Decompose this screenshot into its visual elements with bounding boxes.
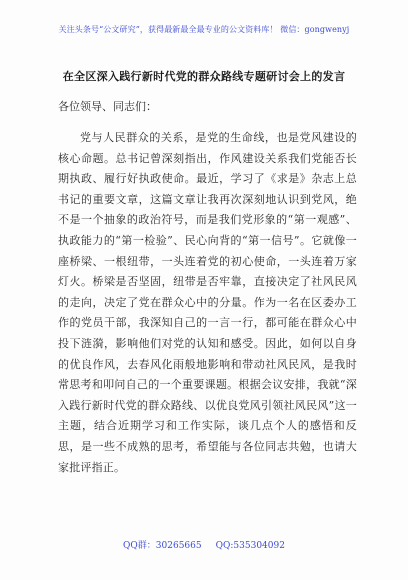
qq-group: QQ群：30265665 [123, 541, 202, 551]
document-title: 在全区深入践行新时代党的群众路线专题研讨会上的发言 [62, 70, 346, 83]
header-banner: 关注头条号“公文研究”，获得最新最全最专业的公文资料库！ 微信：gongwenyj [58, 25, 350, 34]
qq-number: QQ:535304092 [215, 541, 285, 551]
footer-contact [0, 538, 408, 551]
salutation: 各位领导、同志们： [58, 100, 157, 113]
body-paragraph: 党与人民群众的关系，是党的生命线，也是党风建设的核心命题。总书记曾深刻指出，作风建设关系我们党能否长期执政、履行好执政使命。最近，学习了《求是》杂志上总书记的重要文章，这篇文章让我再次深刻地认识到党风，绝不是一个抽象的政治符号，而是我们党形象的“第一观感”、执政能力的“第一检验”、民心向背的“第一信号”。它就像一座桥梁、一根纽带，一头连着党的初心使命，一头连着万家灯火。桥梁是否坚固，纽带是否牢靠，直接决定了社风民风的走向，决定了党在群众心中的分量。作为一名在区委办工作的党员干部，我深知自己的一言一行，都可能在群众心中投下涟漪，影响他们对党的认知和感受。因此，如何以自身的优良作风，去春风化雨般地影响和带动社风民风，是我时常思考和叩问自己的一个重要课题。根据会议安排，我就“深入践行新时代党的群众路线、以优良党风引领社风民风”这一主题，结合近期学习和工作实际，谈几点个人的感悟和反思，是一些不成熟的思考，希望能与各位同志共勉，也请大家批评指正。 [58, 131, 357, 474]
